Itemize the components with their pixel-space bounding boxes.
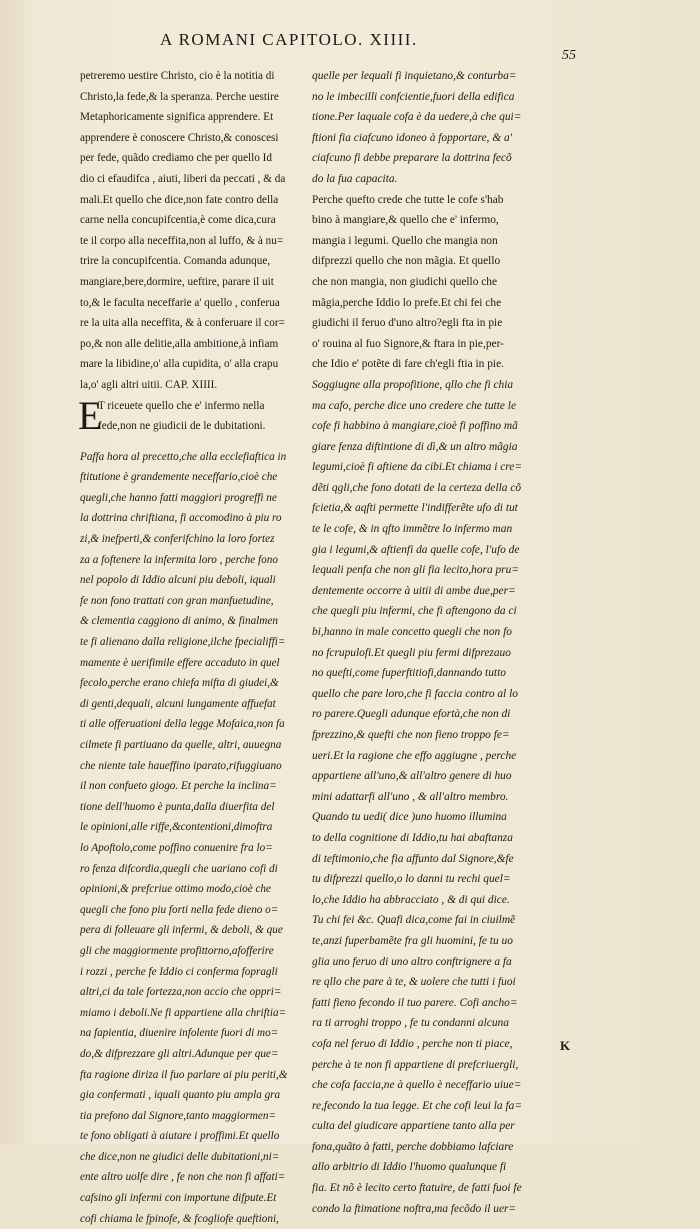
text-line: cofe fi habbino à mangiare,cioè fi poffino mã [312,420,518,433]
text-line: ciafcuno fi debbe preparare la dottrina fecõ [312,152,512,165]
text-line: ti alle offeruationi della legge Mofaica,non fa [80,718,285,731]
text-line: carne nella concupifcentia,è come dica,cura [80,214,276,227]
text-line: no fcrupulofi.Et quegli piu fermi difprezauo [312,646,511,659]
text-line: giudichi il feruo d'uno altro?egli fta in pie [312,317,503,330]
text-line: fcietia,& aqfti permette l'indifferẽte ufo di tut [312,502,518,515]
text-line: no quefti,come fuperftitiofi,dannando tutto [312,667,506,680]
text-line: mangia i legumi. Quello che mangia non [312,234,498,247]
left-text-block-exposition [80,447,298,1229]
text-line: dio ci efaudifca , aiuti, liberi da peccati , & da [80,172,286,185]
text-line: difprezzi quello che non mãgia. Et quello [312,255,501,268]
text-line: culta del giudicare appartiene tanto alla per [312,1120,515,1133]
text-line: fia. Et nõ è lecito certo ftatuire, de fatti fuoi fe [312,1182,522,1195]
text-line: mãgia,perche Iddio lo prefe.Et chi fei che [312,296,502,309]
text-line: dẽti qgli,che fono dotati de la certeza della cõ [312,481,522,494]
drop-cap-letter: E [78,392,103,438]
text-line: bi,hanno in male concetto quegli che non fo [312,626,512,639]
text-line: mangiare,bere,dormire, ueftire, parare il uit [80,275,274,288]
right-text-block-exposition [312,66,602,190]
text-line: T riceuete quello che e' infermo nella [98,399,265,412]
text-line: ftitutione è grandemente neceffario,cioè che [80,471,278,484]
text-line: che quegli piu infermi, che fi aftengono da ci [312,605,517,618]
text-line: o' rouina al fuo Signore,& ftara in pie,per- [312,337,504,350]
left-text-block-commentary [80,66,298,396]
text-line: mamente è uerifimile effere accaduto in quel [80,656,280,669]
text-line: la,o' agli altri uitii. CAP. XIIII. [80,378,218,391]
text-line: gia i legumi,& aftienfi da quelle cofe, l'ufo de [312,543,520,556]
text-line: quegli che fono piu forti nella fede dieno o= [80,903,279,916]
text-line: Perche quefto crede che tutte le cofe s'hab [312,193,504,206]
text-line: quello che pare loro,che fi faccia contro al lo [312,687,518,700]
text-line: fe non fono trattati con gran manfuetudine, [80,594,274,607]
text-line: che Idio e' potẽte di fare ch'egli ftia in pie. [312,358,504,371]
text-line: Metaphoricamente significa apprendere. Et [80,111,274,124]
text-line: le opinioni,alle riffe,&contentioni,dimoftra [80,821,273,834]
text-line: do la fua capacita. [312,172,398,185]
text-line: fatti fieno fecondo il tuo parere. Cofi ancho= [312,996,518,1009]
text-line: tione.Per laquale cofa è da uedere,à che qui= [312,111,522,124]
text-line: Christo,la fede,& la speranza. Perche uestire [80,90,279,103]
text-line: ra ti arroghi troppo , fe tu condanni alcuna [312,1017,509,1030]
text-line: bino à mangiare,& quello che e' infermo, [312,214,499,227]
text-line: cofa nel feruo di Iddio , perche non ti piace, [312,1037,513,1050]
text-line: lo Apoftolo,come poffino conuenire fra lo= [80,841,273,854]
text-line: & clementia caggiono di animo, & finalmen [80,615,278,628]
text-line: quelle per lequali fi inquietano,& conturba= [312,70,517,82]
text-line: Paffa hora al precetto,che alla ecclefiaftica in [80,450,287,463]
text-line: re la uita alla neceffita, & à conferuare il cor= [80,317,285,330]
text-line: cafsino gli infermi con importune difpute.Et [80,1192,277,1205]
text-line: allo arbitrio di Iddio l'huomo qualunque fi [312,1161,507,1174]
text-line: fecolo,perche erano chiefa mifta di giudei,& [80,677,279,690]
right-text-block-verse [312,190,602,375]
text-line: lequali penfa che non gli fia lecito,hora pru= [312,564,519,577]
text-line: to,& le faculta neceffarie a' quello , conferua [80,296,280,309]
text-line: ftioni fia ciafcuno idoneo à fopportare, & a' [312,131,513,144]
text-line: che dice,non ne giudici delle dubitationi,ni= [80,1150,280,1163]
text-line: pera di folleuare gli infermi, & deboli, & que [80,924,283,937]
text-line: che niente tale haueffino iparato,rifuggiuano [80,759,282,772]
text-line: Quando tu uedi( dice )uno huomo illumina [312,811,507,824]
text-line: Tu chi fei &c. Quafi dica,come fai in ciuilmẽ [312,914,516,927]
text-line: na fapientia, diuenire infolente fuori di mo= [80,1027,279,1040]
text-line: di teftimonio,che fia affunto dal Signore,&fe [312,852,514,865]
text-line: gli che maggiormente profittorno,afofferire [80,944,274,957]
text-line: mali.Et quello che dice,non fate contro della [80,193,279,206]
text-line: trire la concupifcentia. Comanda adunque, [80,255,271,268]
right-column [312,66,602,1219]
text-line: per fede, quãdo crediamo che per quello Id [80,152,272,165]
text-line: ro fenza difcordia,quegli che uariano cofi di [80,862,278,875]
text-line: te il corpo alla neceffita,non al luffo, & à nu= [80,234,284,247]
text-line: tia prefono dal Signore,tanto maggiormen= [80,1109,276,1122]
text-line: gia confermati , iquali quanto piu ampla gra [80,1089,281,1102]
text-line: dentemente occorre à uitii di ambe due,per= [312,584,516,597]
folio-number: 55 [562,48,576,63]
text-line: altri,ci da tale fortezza,non accio che oppri= [80,986,282,999]
text-line: fprezzino,& quefti che non fieno troppo fe= [312,729,510,741]
text-line: to della cognitione di Iddio,tu hai abaftanza [312,831,513,844]
text-line: do,& difprezzare gli altri.Adunque per que= [80,1047,279,1060]
text-line: cilmete fi partiuano da quelle, altri, auuegna [80,739,282,751]
verse-lines [78,392,298,438]
text-line: po,& non alle delitie,alla ambitione,à infiam [80,337,279,350]
text-line: fede,non ne giudicii de le dubitationi. [98,420,266,433]
left-column [80,66,298,1229]
text-line: tu difprezzi quello,o lo danni tu rechi quel= [312,873,511,886]
text-line: za a foftenere la infermita loro , perche fono [80,553,278,566]
text-line: cofi chiama le fpinofe, & fcogliofe queftioni, [80,1212,279,1225]
text-line: la dottrina chriftiana, fi accomodino à piu ro [80,512,282,525]
spacer [80,437,298,447]
text-line: condo la ftimatione noftra,ma fecõdo il uer= [312,1202,517,1215]
text-line: appartiene all'uno,& all'altro genere di huo [312,770,512,783]
text-line: tione dell'huomo è punta,dalla diuerfita del [80,800,275,813]
text-line: re qllo che pare à te, & uolere che tutti i fuoi [312,976,516,989]
text-line: il non confueto giogo. Et perche la inclina= [80,780,277,793]
text-line: zi,& inefperti,& conferifchino la loro fortez [80,533,275,546]
text-line: no le imbecilli confcientie,fuori della edifica [312,90,515,103]
text-line: ro parere.Quegli adunque efortà,che non di [312,708,511,721]
text-line: te,anzi fuperbamẽte fra gli huomini, fe tu uo [312,934,513,947]
text-line: lo,che Iddio ha abbracciato , & di qui dice. [312,893,510,906]
text-line: miamo i deboli.Ne fi appartiene alla chriftia= [80,1006,287,1019]
chapter-opening-verse [78,392,298,438]
text-line: ente altro uolfe dire , fe non che non fi affati= [80,1171,286,1184]
text-line: Soggiugne alla propofitione, qllo che fi chia [312,378,514,391]
text-line: re,fecondo la tua legge. Et che cofi leui la fa= [312,1099,523,1112]
text-line: nel popolo di Iddio alcuni piu deboli, iquali [80,574,276,587]
text-line: apprendere è conoscere Christo,& conoscesi [80,131,279,144]
text-line: giare fenza diftintione di dì,& un altro mãgia [312,440,518,453]
text-line: che non mangia, non giudichi quello che [312,275,498,288]
text-line: mare la libidine,o' alla cupidita, o' alla crapu [80,358,279,371]
text-line: petreremo uestire Christo, cio è la notitia di [80,70,275,82]
right-text-block-commentary [312,375,602,1219]
text-line: fona,quãto à fatti, perche dobbiamo lafciare [312,1140,514,1153]
text-line: te le cofe, & in qfto immẽtre lo infermo man [312,523,513,536]
text-line: perche à te non fi appartiene di prefcriuergli, [312,1058,519,1071]
text-line: glia uno feruo di uno altro conftrignere a fa [312,955,512,968]
text-line: mini adattarfi all'uno , & all'altro membro. [312,790,509,803]
text-line: opinioni,& prefcriue ottimo modo,cioè che [80,883,271,896]
text-line: di genti,dequali, alcuni lungamente affuefat [80,697,276,710]
signature-mark: K [560,1038,571,1053]
text-line: ueri.Et la ragione che effo aggiugne , perche [312,749,517,762]
text-line: quegli,che hanno fatti maggiori progreffi ne [80,491,277,504]
text-line: te fi alienano dalla religione,ilche fpecialiffi= [80,636,286,649]
text-line: te fono obligati à aiutare i proffimi.Et quello [80,1130,280,1143]
text-line: i rozzi , perche fe Iddio ci conferma fopragli [80,965,278,978]
text-line: legumi,cioè fi aftiene da cibi.Et chiama i cre= [312,461,523,474]
text-line: ma cafo, perche dice uno credere che tutte le [312,399,516,412]
text-line: che cofa faccia,ne à quello è neceffario uiue= [312,1079,522,1092]
running-title: A ROMANI CAPITOLO. XIIII. [160,30,418,49]
text-line: fta ragione diriza il fuo parlare ai piu periti,& [80,1068,288,1081]
